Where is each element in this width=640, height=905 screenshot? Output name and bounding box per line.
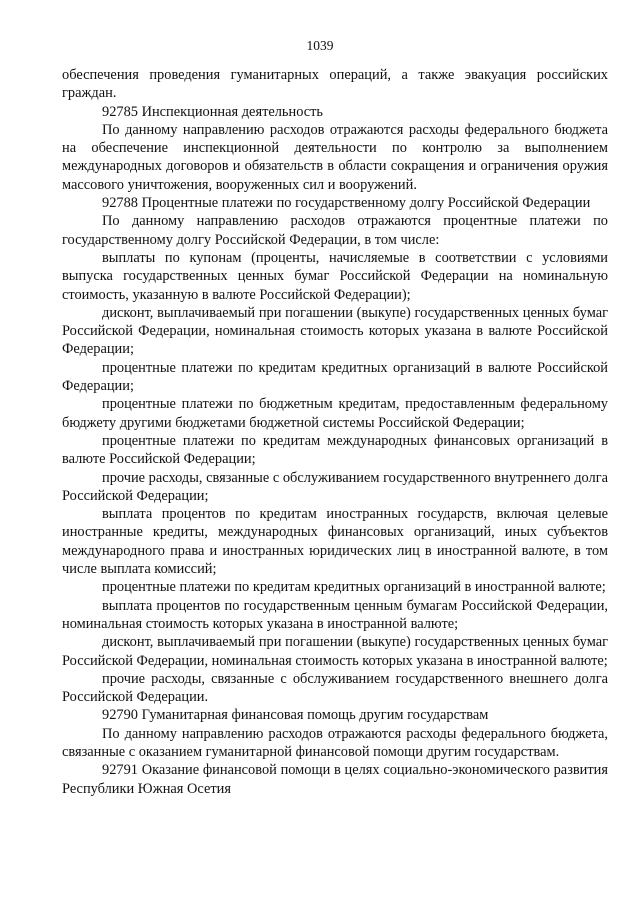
list-item: выплата процентов по государственным ценным бумагам Российской Федерации, номинальная стоимость которых указана в иностранной валюте;: [62, 597, 608, 632]
section-heading-92790: 92790 Гуманитарная финансовая помощь другим государствам: [102, 707, 489, 724]
list-item: выплата процентов по кредитам иностранных государств, включая целевые иностранные кредиты, международных финансовых организаций, иных субъектов международного права и иностранных юридических лиц в иностранной валюте, в том числе выплата комиссий;: [62, 506, 608, 578]
paragraph: По данному направлению расходов отражаются расходы федерального бюджета на обеспечение инспекционной деятельности по контролю за выполнением международных договоров и обязательств в области сокращения и ограничения оружия массового уничтожения, вооруженных сил и вооружений.: [62, 121, 608, 193]
paragraph-continuation: обеспечения проведения гуманитарных операций, а также эвакуация российских граждан.: [62, 67, 608, 102]
list-item: дисконт, выплачиваемый при погашении (выкупе) государственных ценных бумаг Российской Федерации, номинальная стоимость которых указана в валюте Российской Федерации;: [62, 304, 608, 358]
list-item: процентные платежи по бюджетным кредитам, предоставленным федеральному бюджету другими бюджетами бюджетной системы Российской Федерации;: [62, 396, 608, 431]
list-item: выплаты по купонам (проценты, начисляемые в соответствии с условиями выпуска государственных ценных бумаг Российской Федерации на номинальную стоимость, указанную в валюте Российской Федерации);: [62, 249, 608, 303]
list-item: процентные платежи по кредитам кредитных организаций в иностранной валюте;: [102, 579, 606, 596]
section-heading-92791: 92791 Оказание финансовой помощи в целях социально-экономического развития Республики Южная Осетия: [62, 762, 608, 797]
document-body: [62, 66, 608, 798]
list-item: дисконт, выплачиваемый при погашении (выкупе) государственных ценных бумаг Российской Федерации, номинальная стоимость которых указана в иностранной валюте;: [62, 634, 608, 669]
page-number: 1039: [306, 38, 334, 53]
section-heading-92788: 92788 Процентные платежи по государственному долгу Российской Федерации: [102, 195, 591, 212]
paragraph: По данному направлению расходов отражаются расходы федерального бюджета, связанные с оказанием гуманитарной финансовой помощи другим государствам.: [62, 725, 608, 760]
list-item: процентные платежи по кредитам кредитных организаций в валюте Российской Федерации;: [62, 359, 608, 395]
section-heading-92785: 92785 Инспекционная деятельность: [102, 103, 323, 120]
paragraph: По данному направлению расходов отражаются процентные платежи по государственному долгу Российской Федерации, в том числе:: [62, 213, 608, 248]
list-item: процентные платежи по кредитам международных финансовых организаций в валюте Российской Федерации;: [62, 432, 608, 468]
list-item: прочие расходы, связанные с обслуживанием государственного внешнего долга Российской Федерации.: [62, 670, 608, 706]
list-item: прочие расходы, связанные с обслуживанием государственного внутреннего долга Российской Федерации;: [62, 469, 608, 504]
